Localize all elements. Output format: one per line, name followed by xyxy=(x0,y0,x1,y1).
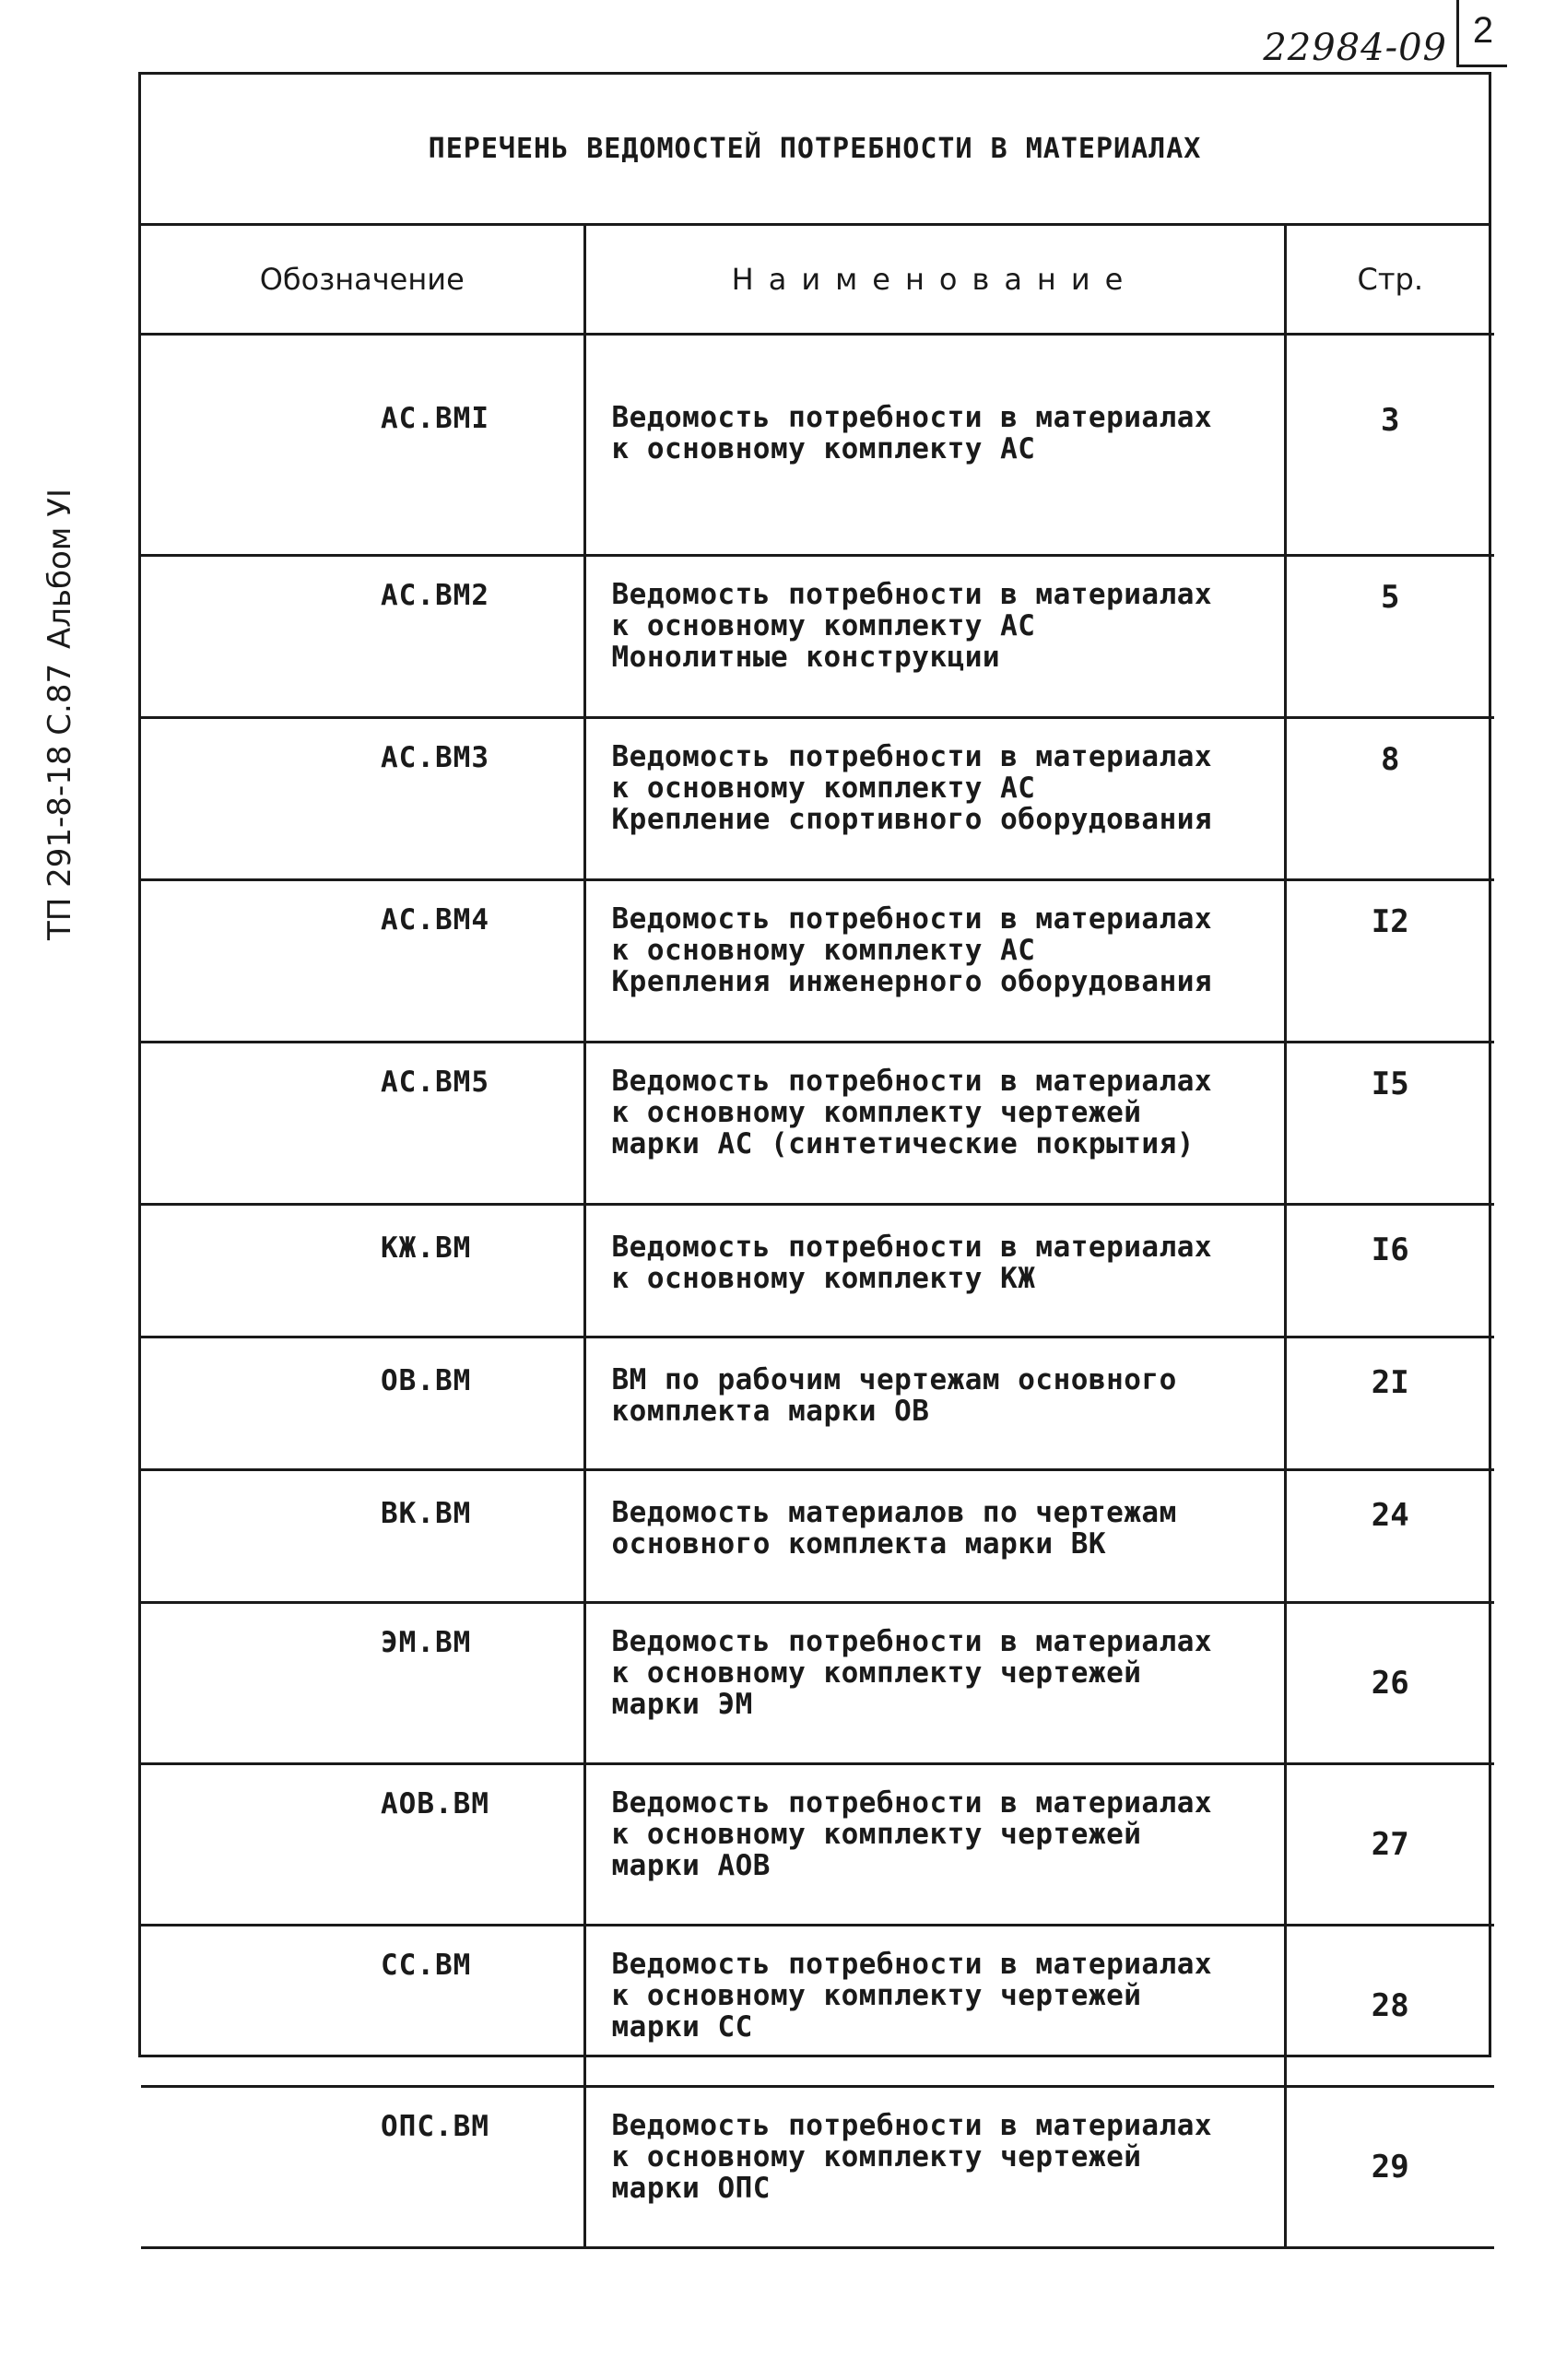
column-header-code: Обозначение xyxy=(141,226,584,335)
row-code: АС.ВМ3 xyxy=(141,718,584,880)
row-page: 5 xyxy=(1285,556,1494,718)
table-row xyxy=(141,556,1494,718)
row-page: 3 xyxy=(1285,335,1494,556)
document-number: 22984-09 xyxy=(1235,20,1447,76)
row-code: ВК.ВМ xyxy=(141,1470,584,1603)
row-page: 28 xyxy=(1285,1926,1494,2087)
row-page: 2I xyxy=(1285,1337,1494,1470)
side-stamp xyxy=(18,489,101,1134)
table-row xyxy=(141,1764,1494,1926)
row-name: Ведомость потребности в материалах к основному комплекту чертежей марки ЭМ xyxy=(584,1603,1285,1764)
row-page: 29 xyxy=(1285,2087,1494,2248)
row-page: I2 xyxy=(1285,880,1494,1043)
table-row xyxy=(141,335,1494,556)
row-name: Ведомость потребности в материалах к основному комплекту КЖ xyxy=(584,1205,1285,1337)
row-page: 8 xyxy=(1285,718,1494,880)
page-title: ПЕРЕЧЕНЬ ВЕДОМОСТЕЙ ПОТРЕБНОСТИ В МАТЕРИАЛАХ xyxy=(141,75,1489,226)
row-name: Ведомость потребности в материалах к основному комплекту АС Крепления инженерного оборудования xyxy=(584,880,1285,1043)
row-name: Ведомость потребности в материалах к основному комплекту чертежей марки СС xyxy=(584,1926,1285,2087)
album-label: Альбом УI xyxy=(41,489,78,649)
project-code: ТП 291-8-18 С.87 xyxy=(41,664,78,940)
row-page: 24 xyxy=(1285,1470,1494,1603)
empty-cell xyxy=(141,2248,1494,2380)
row-page: 26 xyxy=(1285,1603,1494,1764)
table-row xyxy=(141,1205,1494,1337)
row-name: Ведомость потребности в материалах к основному комплекту АС xyxy=(584,335,1285,556)
row-name: Ведомость потребности в материалах к основному комплекту АС Крепление спортивного оборудования xyxy=(584,718,1285,880)
row-code: ЭМ.ВМ xyxy=(141,1603,584,1764)
row-name: Ведомость потребности в материалах к основному комплекту АС Монолитные конструкции xyxy=(584,556,1285,718)
row-code: ОПС.ВМ xyxy=(141,2087,584,2248)
row-name: Ведомость потребности в материалах к основному комплекту чертежей марки АС (синтетические покрытия) xyxy=(584,1043,1285,1205)
row-code: ОВ.ВМ xyxy=(141,1337,584,1470)
row-code: АС.ВМ4 xyxy=(141,880,584,1043)
document-frame xyxy=(138,72,1491,2057)
row-page: I5 xyxy=(1285,1043,1494,1205)
table-row xyxy=(141,1337,1494,1470)
materials-list-table xyxy=(141,226,1494,2380)
column-header-name: Наименование xyxy=(584,226,1285,335)
table-row xyxy=(141,1926,1494,2087)
row-code: СС.ВМ xyxy=(141,1926,584,2087)
table-header-row xyxy=(141,226,1494,335)
row-name: Ведомость потребности в материалах к основному комплекту чертежей марки АОВ xyxy=(584,1764,1285,1926)
row-code: АС.ВМ2 xyxy=(141,556,584,718)
table-row xyxy=(141,2087,1494,2248)
row-name: Ведомость материалов по чертежам основного комплекта марки ВК xyxy=(584,1470,1285,1603)
page-number: 2 xyxy=(1456,0,1507,67)
column-header-page: Стр. xyxy=(1285,226,1494,335)
empty-row xyxy=(141,2248,1494,2380)
table-row xyxy=(141,1470,1494,1603)
table-row xyxy=(141,718,1494,880)
row-name: ВМ по рабочим чертежам основного комплекта марки ОВ xyxy=(584,1337,1285,1470)
table-row xyxy=(141,1043,1494,1205)
row-page: I6 xyxy=(1285,1205,1494,1337)
row-code: АОВ.ВМ xyxy=(141,1764,584,1926)
table-row xyxy=(141,1603,1494,1764)
row-code: КЖ.ВМ xyxy=(141,1205,584,1337)
row-name: Ведомость потребности в материалах к основному комплекту чертежей марки ОПС xyxy=(584,2087,1285,2248)
row-page: 27 xyxy=(1285,1764,1494,1926)
row-code: АС.ВМ5 xyxy=(141,1043,584,1205)
table-row xyxy=(141,880,1494,1043)
row-code: АС.ВМI xyxy=(141,335,584,556)
